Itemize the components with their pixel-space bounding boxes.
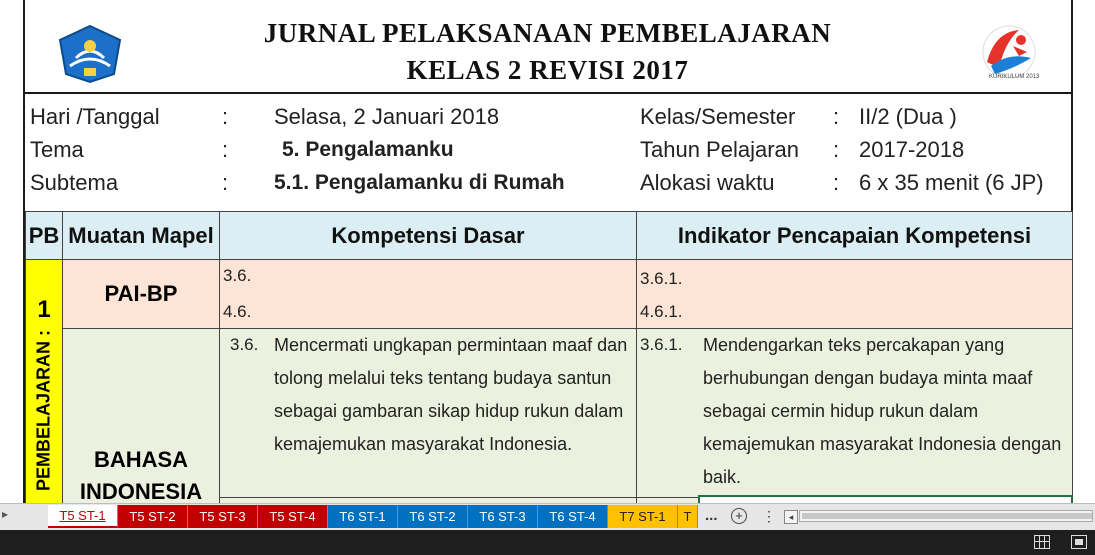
tab-label: T5 ST-3 <box>199 509 246 524</box>
ipk-line: kemajemukan masyarakat Indonesia dengan <box>703 434 1062 454</box>
scroll-left-button[interactable]: ◂ <box>784 510 798 524</box>
tab-label: T6 ST-3 <box>479 509 526 524</box>
row2-muatan-bahasa-indonesia[interactable] <box>62 328 220 503</box>
tab-label: T6 ST-1 <box>339 509 386 524</box>
kurikulum-logo-text: KURIKULUM 2013 <box>989 74 1040 80</box>
row1-kd-cell[interactable] <box>219 259 637 329</box>
tab-t5-st-2[interactable] <box>118 505 188 528</box>
tab-label: T5 ST-2 <box>129 509 176 524</box>
row2-ipk-cell[interactable] <box>636 328 1073 498</box>
kurikulum-2013-logo <box>975 22 1043 86</box>
row2-kd-text <box>274 329 634 461</box>
tab-label: T <box>683 509 692 524</box>
tab-t6-st-3[interactable] <box>468 505 538 528</box>
sep-tahun: : <box>833 137 840 162</box>
row2-muatan-line2: INDONESIA <box>79 479 203 503</box>
ipk-line: Mendengarkan teks percakapan yang <box>703 335 1005 355</box>
row1-kd-code-2: 4.6. <box>223 302 252 321</box>
value-tema: 5. Pengalamanku <box>282 138 454 161</box>
row2-ipk-code: 3.6.1. <box>640 335 683 354</box>
add-sheet-button[interactable]: + <box>731 508 747 524</box>
tab-t5-st-1[interactable] <box>48 505 118 528</box>
header-indikator[interactable]: Indikator Pencapaian Kompetensi <box>636 211 1073 260</box>
row1-kd-code-1: 3.6. <box>223 266 252 285</box>
header-muatan-mapel[interactable]: Muatan Mapel <box>62 211 220 260</box>
tab-label: T7 ST-1 <box>619 509 666 524</box>
sheet-tab-bar <box>0 503 1095 531</box>
sheet-tabs <box>48 504 666 531</box>
tab-t5-st-4[interactable] <box>258 505 328 528</box>
row2-kd-cell[interactable] <box>219 328 637 498</box>
sep-alokasi: : <box>833 170 840 195</box>
label-kelas-semester: Kelas/Semester <box>640 104 796 129</box>
kd-line: kemajemukan masyarakat Indonesia. <box>274 434 573 454</box>
grid-view-icon[interactable] <box>1034 535 1050 549</box>
label-hari-tanggal: Hari /Tanggal <box>30 104 160 129</box>
header-kompetensi-dasar[interactable]: Kompetensi Dasar <box>219 211 637 260</box>
sep-kelas: : <box>833 104 840 129</box>
label-alokasi-waktu: Alokasi waktu <box>640 170 775 195</box>
tab-t-partial[interactable] <box>678 505 698 528</box>
ipk-line: sebagai cermin hidup rukun dalam <box>703 401 979 421</box>
horizontal-scrollbar[interactable] <box>799 510 1093 522</box>
label-subtema: Subtema <box>30 170 119 195</box>
kd-line: tolong melalui teks tentang budaya santun <box>274 368 612 388</box>
row1-ipk-cell[interactable] <box>636 259 1073 329</box>
title-line-2: KELAS 2 REVISI 2017 <box>406 55 689 85</box>
ipk-line: berhubungan dengan budaya minta maaf <box>703 368 1033 388</box>
row1-ipk-code-2: 4.6.1. <box>640 302 683 321</box>
tab-t6-st-1[interactable] <box>328 505 398 528</box>
title-divider <box>23 92 1073 94</box>
row2-kd-code: 3.6. <box>230 335 259 354</box>
tab-label: T6 ST-2 <box>409 509 456 524</box>
tab-t6-st-2[interactable] <box>398 505 468 528</box>
status-bar <box>0 530 1095 555</box>
title-line-1: JURNAL PELAKSANAAN PEMBELAJARAN <box>263 18 832 48</box>
value-subtema: 5.1. Pengalamanku di Rumah <box>274 171 565 194</box>
pb-number: 1 <box>37 296 51 323</box>
tab-label: T5 ST-1 <box>59 508 106 523</box>
tab-nav-icon[interactable]: ▸ <box>2 507 9 521</box>
sep-tema: : <box>222 137 229 162</box>
tab-label: T5 ST-4 <box>269 509 316 524</box>
row1-ipk-code-1: 3.6.1. <box>640 269 683 288</box>
label-tahun-pelajaran: Tahun Pelajaran <box>640 137 800 162</box>
more-tabs-button[interactable]: ... <box>705 507 718 524</box>
value-kelas-semester: II/2 (Dua ) <box>859 104 957 129</box>
page-layout-icon[interactable] <box>1071 535 1087 549</box>
kd-line: Mencermati ungkapan permintaan maaf dan <box>274 335 628 355</box>
scrollbar-thumb[interactable] <box>802 513 1092 519</box>
tab-t7-st-1[interactable] <box>608 505 678 528</box>
value-hari-tanggal: Selasa, 2 Januari 2018 <box>274 104 500 129</box>
tab-label: T6 ST-4 <box>549 509 596 524</box>
selected-cell[interactable] <box>698 495 1073 503</box>
row2-ipk-text <box>703 329 1071 494</box>
pb-vertical-label: PEMBELAJARAN : <box>33 330 54 492</box>
value-alokasi-waktu: 6 x 35 menit (6 JP) <box>859 170 1044 195</box>
header-pb[interactable]: PB <box>25 211 63 260</box>
value-tahun-pelajaran: 2017-2018 <box>859 137 965 162</box>
sep-subtema: : <box>222 170 229 195</box>
ipk-line: baik. <box>703 467 742 487</box>
row1-muatan-pai-bp[interactable]: PAI-BP <box>62 259 220 329</box>
tab-t6-st-4[interactable] <box>538 505 608 528</box>
tab-t5-st-3[interactable] <box>188 505 258 528</box>
kd-line: sebagai gambaran sikap hidup rukun dalam <box>274 401 624 421</box>
options-icon[interactable]: ⋮ <box>762 508 776 524</box>
row2-muatan-line1: BAHASA <box>93 447 189 472</box>
sep-hari: : <box>222 104 229 129</box>
pb-cell[interactable] <box>25 259 63 503</box>
label-tema: Tema <box>30 137 84 162</box>
